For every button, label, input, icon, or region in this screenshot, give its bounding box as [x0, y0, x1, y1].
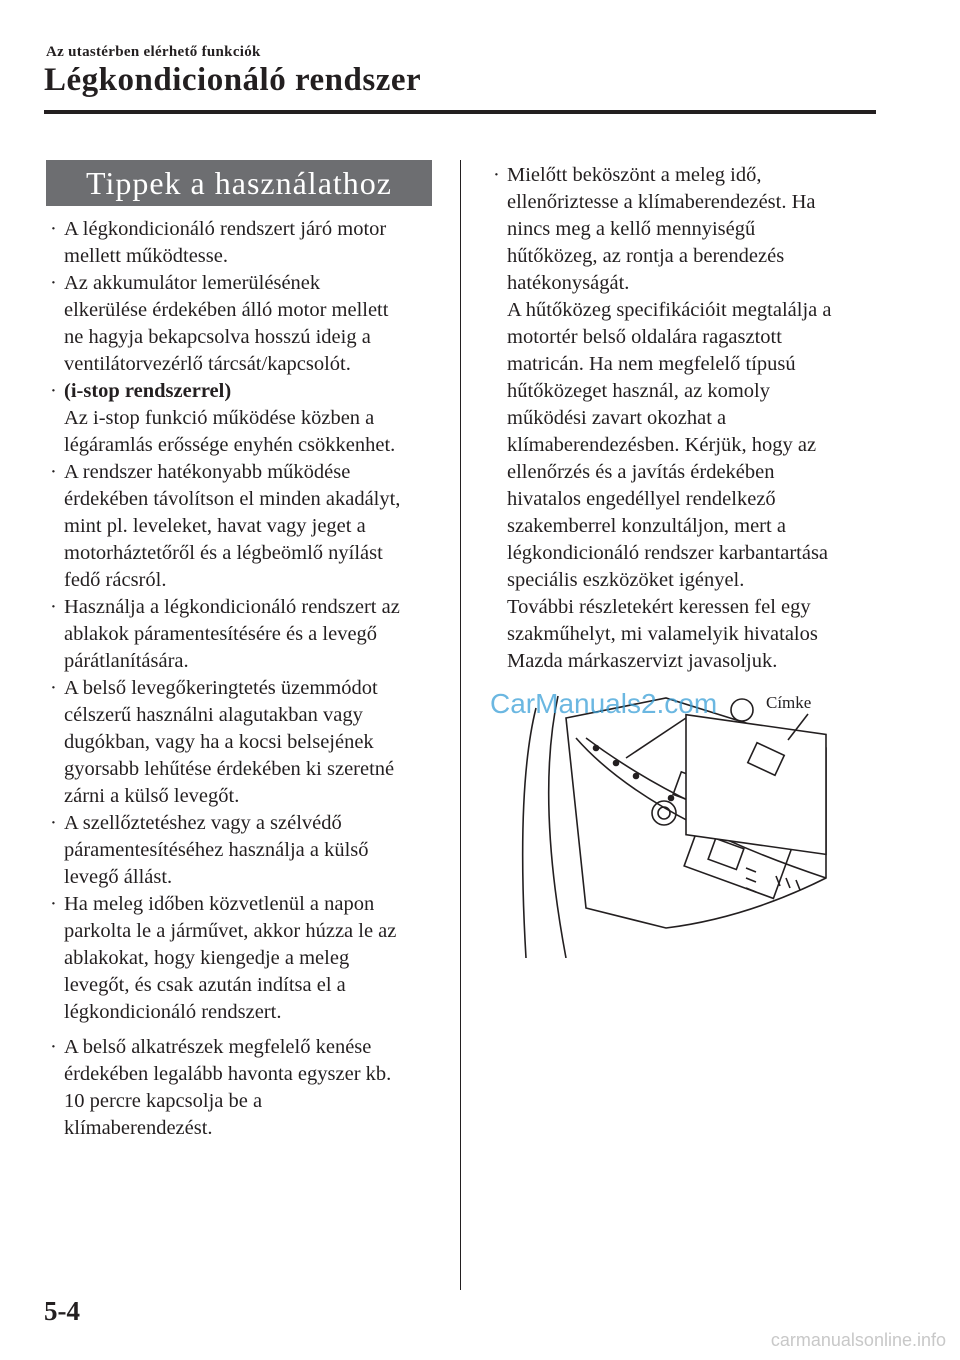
tip-text-line: párátlanítására.	[64, 650, 189, 672]
bullet-dot: ·	[50, 677, 57, 699]
tip-text-line: klímaberendezésben. Kérjük, hogy az	[507, 434, 817, 456]
tip-text-line: Ha meleg időben közvetlenül a napon	[64, 893, 375, 915]
bullet-dot: ·	[50, 272, 57, 294]
tip-item	[50, 270, 442, 378]
engine-bay-illustration	[496, 678, 876, 958]
tip-text-line: páramentesítéséhez használja a külső	[64, 839, 369, 861]
tip-text-line: ne hagyja bekapcsolva hosszú ideig a	[64, 326, 371, 348]
tip-item	[50, 891, 442, 1026]
bullet-dot: ·	[50, 1036, 57, 1058]
tip-text-line: A szellőztetéshez vagy a szélvédő	[64, 812, 342, 834]
tip-text-line: A belső levegőkeringtetés üzemmódot	[64, 677, 378, 699]
tip-lead: (i-stop rendszerrel)	[64, 380, 232, 402]
tip-item	[50, 459, 442, 594]
tip-text-line: célszerű használni alagutakban vagy	[64, 704, 363, 726]
tip-text-line: ellenőrzés és a javítás érdekében	[507, 461, 775, 483]
tip-text-line: elkerülése érdekében álló motor mellett	[64, 299, 389, 321]
section-title: Tippek a használathoz	[46, 160, 432, 206]
tip-item	[50, 216, 442, 270]
tip-text-line: Használja a légkondicionáló rendszert az	[64, 596, 400, 618]
tip-text-line: légkondicionáló rendszert.	[64, 1001, 282, 1023]
tip-text-line: speciális eszközöket igényel.	[507, 569, 745, 591]
bullet-dot: ·	[50, 893, 57, 915]
tip-item	[50, 378, 442, 459]
tip-text-line: Az akkumulátor lemerülésének	[64, 272, 321, 294]
watermark: CarManuals2.com	[490, 688, 718, 719]
tip-text-line: ventilátorvezérlő tárcsát/kapcsolót.	[64, 353, 351, 375]
tip-text-line: ablakok páramentesítésére és a levegő	[64, 623, 378, 645]
tip-text-line: klímaberendezést.	[64, 1117, 213, 1139]
tip-text-line: légkondicionáló rendszer karbantartása	[507, 542, 829, 564]
tip-item	[50, 675, 442, 810]
callout-pointer	[626, 718, 686, 758]
tip-text-line: légáramlás erőssége enyhén csökkenhet.	[64, 434, 396, 456]
tip-text-line: érdekében legalább havonta egyszer kb.	[64, 1063, 392, 1085]
tip-text-line: ablakokat, hogy kiengedje a meleg	[64, 947, 350, 969]
tip-text-line: Mielőtt beköszönt a meleg idő,	[507, 164, 762, 186]
tips-list-right	[493, 162, 879, 675]
bullet-dot: ·	[493, 164, 500, 186]
tip-item	[50, 1034, 442, 1142]
tip-text-line: szakműhelyt, mi valamelyik hivatalos	[507, 623, 818, 645]
bullet-dot: ·	[50, 380, 57, 402]
tip-text-line: zárni a külső levegőt.	[64, 785, 240, 807]
tip-text-line: mint pl. leveleket, havat vagy jeget a	[64, 515, 366, 537]
tip-text-line: gyorsabb lehűtése érdekében ki szeretné	[64, 758, 395, 780]
tip-text-line: Az i-stop funkció működése közben a	[64, 407, 375, 429]
tip-text-line: működési zavart okozhat a	[507, 407, 727, 429]
tip-text-line: hivatalos engedéllyel rendelkező	[507, 488, 776, 510]
chapter-subtitle: Az utastérben elérhető funkciók	[46, 44, 261, 60]
tip-text-line: 10 percre kapcsolja be a	[64, 1090, 263, 1112]
tip-text-line: A belső alkatrészek megfelelő kenése	[64, 1036, 372, 1058]
page-number: 5-4	[44, 1296, 80, 1326]
tip-text-line: A hűtőközeg specifikációit megtalálja a	[507, 299, 832, 321]
tip-text-line: nincs meg a kellő mennyiségű	[507, 218, 756, 240]
tip-text-line: hatékonyságát.	[507, 272, 630, 294]
header-rule	[44, 110, 876, 114]
tip-text-line: A légkondicionáló rendszert járó motor	[64, 218, 387, 240]
tip-text-line: hűtőközeget használ, az komoly	[507, 380, 770, 402]
callout-label: Címke	[766, 693, 812, 712]
tip-item	[493, 162, 879, 675]
tip-text-line: levegőt, és csak azután indítsa el a	[64, 974, 346, 996]
bullet-dot: ·	[50, 218, 57, 240]
tip-text-line: motorháztetőről és a légbeömlő nyílást	[64, 542, 383, 564]
column-divider	[460, 160, 461, 1290]
tip-item	[50, 594, 442, 675]
footer-watermark: carmanualsonline.info	[770, 1330, 946, 1350]
tip-text-line: dugókban, vagy ha a kocsi belsejének	[64, 731, 374, 753]
hood-edge-line	[523, 708, 536, 958]
tip-text-line: ellenőriztesse a klímaberendezést. Ha	[507, 191, 816, 213]
page-title: Légkondicionáló rendszer	[44, 62, 422, 98]
tip-text-line: mellett működtesse.	[64, 245, 228, 267]
tip-text-line: parkolta le a járművet, akkor húzza le az	[64, 920, 397, 942]
bullet-dot: ·	[50, 461, 57, 483]
tip-text-line: levegő állást.	[64, 866, 173, 888]
tip-text-line: További részletekért keressen fel egy	[507, 596, 811, 618]
tip-text-line: A rendszer hatékonyabb működése	[64, 461, 351, 483]
bullet-dot: ·	[50, 812, 57, 834]
tip-text-line: fedő rácsról.	[64, 569, 167, 591]
tip-text-line: Mazda márkaszervizt javasoljuk.	[507, 650, 778, 672]
fender-line	[549, 696, 566, 958]
tip-text-line: matricán. Ha nem megfelelő típusú	[507, 353, 796, 375]
tip-text-line: szakemberrel konzultáljon, mert a	[507, 515, 786, 537]
tip-item	[50, 810, 442, 891]
tip-text-line: érdekében távolítson el minden akadályt,	[64, 488, 401, 510]
tip-text-line: hűtőközeg, az rontja a berendezés	[507, 245, 785, 267]
tip-text-line: motortér belső oldalára ragasztott	[507, 326, 782, 348]
tips-list-left	[50, 216, 442, 1142]
bullet-dot: ·	[50, 596, 57, 618]
callout-inset	[686, 715, 826, 855]
